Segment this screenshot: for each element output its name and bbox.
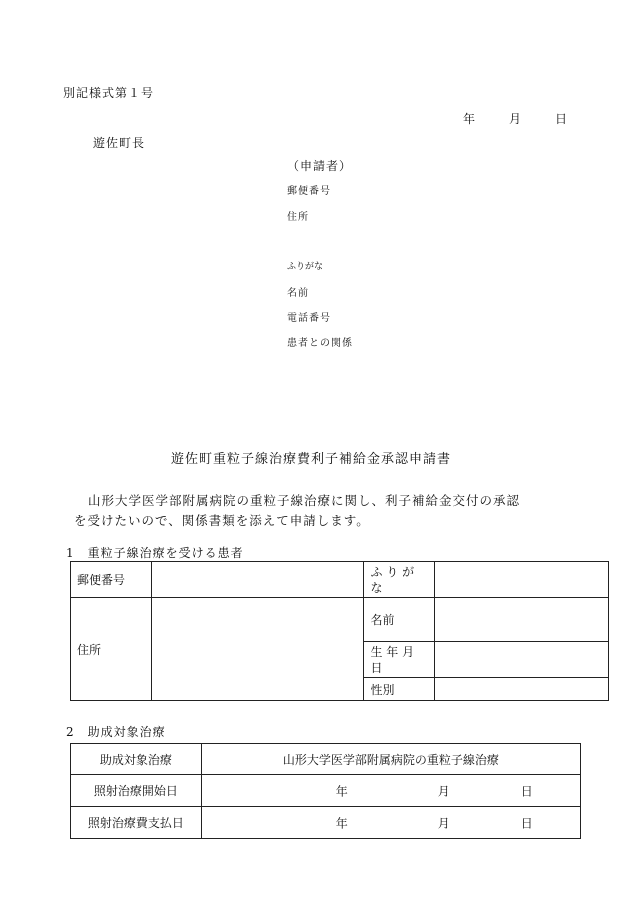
section2-heading: 2 助成対象治療 — [66, 725, 166, 739]
patient-furigana-label — [364, 562, 435, 598]
patient-address-value[interactable] — [151, 598, 364, 701]
applicant-heading: （申請者） — [287, 159, 353, 173]
patient-furigana-label-line1: ふ り が — [370, 564, 415, 579]
body-line-2: を受けたいので、関係書類を添えて申請します。 — [74, 513, 370, 528]
addressee: 遊佐町長 — [93, 136, 146, 150]
patient-postal-code-value[interactable] — [151, 562, 364, 598]
applicant-postal-code-label: 郵便番号 — [287, 186, 331, 197]
applicant-relation-label: 患者との関係 — [287, 338, 353, 349]
patient-table — [70, 561, 609, 701]
body-line-1: 山形大学医学部附属病院の重粒子線治療に関し、利子補給金交付の承認 — [88, 493, 521, 508]
date-month-label: 月 — [509, 112, 522, 126]
patient-postal-code-label: 郵便番号 — [71, 562, 152, 598]
patient-furigana-label-line2: な — [370, 580, 383, 595]
treatment-label: 助成対象治療 — [71, 744, 202, 775]
patient-birthdate-value[interactable] — [435, 642, 609, 678]
payment-date-year: 年 — [335, 816, 348, 830]
treatment-start-date-label: 照射治療開始日 — [71, 775, 202, 807]
date-day-label: 日 — [555, 112, 568, 126]
patient-name-value[interactable] — [435, 598, 609, 642]
applicant-furigana-label: ふりがな — [287, 262, 324, 272]
form-number: 別記様式第１号 — [63, 86, 155, 100]
patient-address-label: 住所 — [71, 598, 152, 701]
patient-furigana-value[interactable] — [435, 562, 609, 598]
applicant-address-label: 住所 — [287, 212, 309, 223]
patient-gender-value[interactable] — [435, 678, 609, 701]
patient-birthdate-label — [364, 642, 435, 678]
treatment-start-date-value[interactable] — [201, 775, 580, 807]
treatment-table — [70, 743, 581, 839]
start-date-year: 年 — [335, 784, 348, 798]
payment-date-label: 照射治療費支払日 — [71, 807, 202, 839]
patient-name-label: 名前 — [364, 598, 435, 642]
applicant-phone-label: 電話番号 — [287, 313, 331, 324]
patient-gender-label: 性別 — [364, 678, 435, 701]
patient-birthdate-label-line1: 生 年 月 — [370, 644, 415, 659]
section1-heading: 1 重粒子線治療を受ける患者 — [66, 546, 244, 560]
start-date-day: 日 — [520, 784, 533, 798]
patient-birthdate-label-line2: 日 — [370, 660, 383, 675]
date-year-label: 年 — [463, 112, 476, 126]
payment-date-value[interactable] — [201, 807, 580, 839]
payment-date-day: 日 — [520, 816, 533, 830]
treatment-value: 山形大学医学部附属病院の重粒子線治療 — [201, 744, 580, 775]
applicant-name-label: 名前 — [287, 288, 309, 299]
payment-date-month: 月 — [437, 816, 450, 830]
document-title: 遊佐町重粒子線治療費利子補給金承認申請書 — [171, 452, 452, 467]
start-date-month: 月 — [437, 784, 450, 798]
